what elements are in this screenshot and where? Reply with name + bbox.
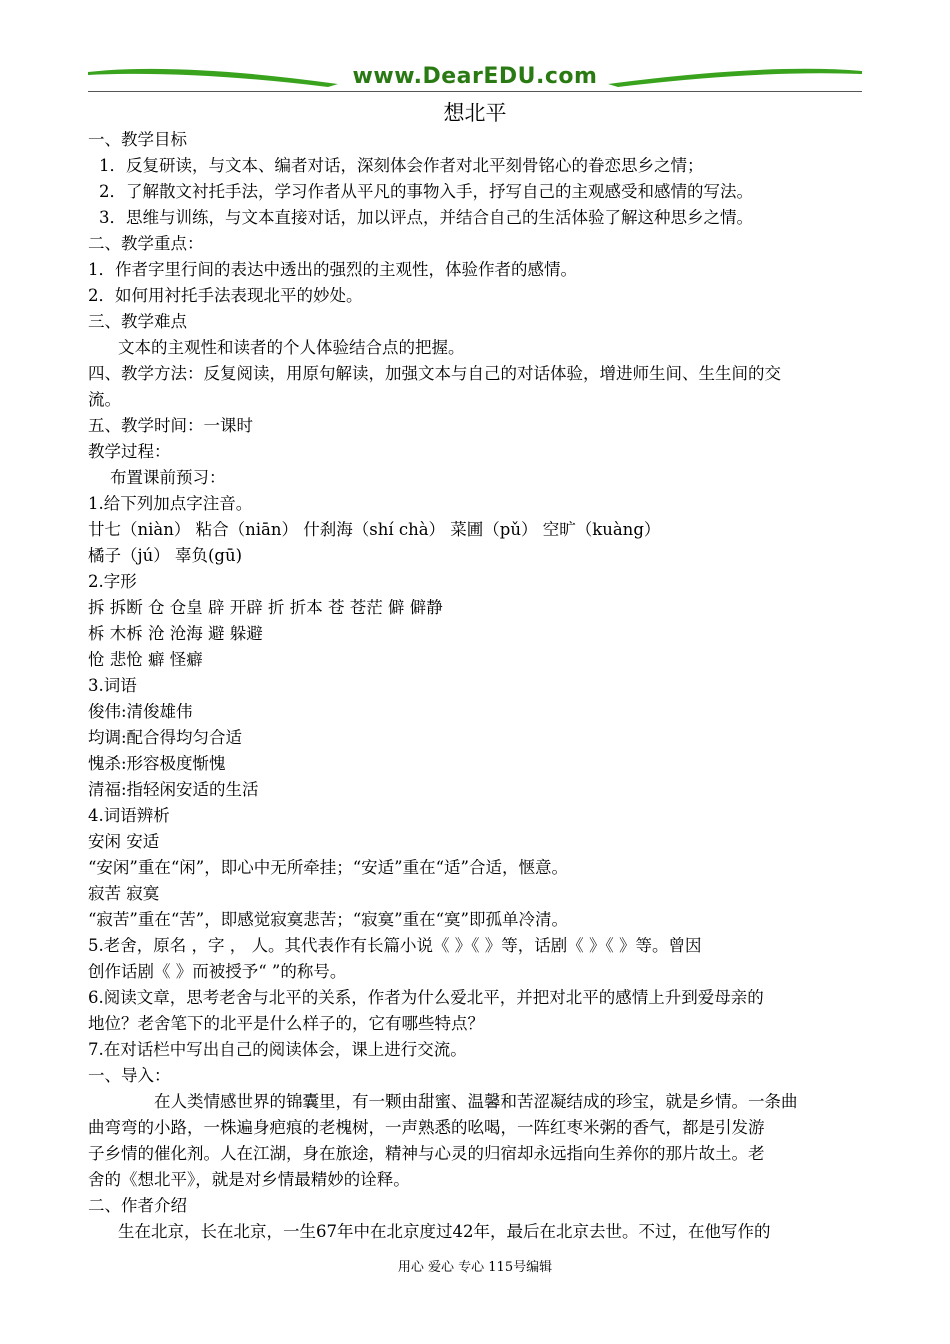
paragraph-line: 1．反复研读，与文本、编者对话，深刻体会作者对北平刻骨铭心的眷恋思乡之情； bbox=[99, 156, 704, 175]
paragraph-line: 柝 木柝 沧 沧海 避 躲避 bbox=[88, 624, 263, 643]
paragraph-line: 6.阅读文章，思考老舍与北平的关系，作者为什么爱北平，并把对北平的感情上升到爱母亲的 bbox=[88, 988, 764, 1007]
paragraph-line: 橘子（jú） 辜负(gū) bbox=[88, 546, 243, 565]
paragraph-line: 清福:指轻闲安适的生活 bbox=[88, 780, 259, 799]
paragraph-line: 3.词语 bbox=[88, 676, 137, 695]
document-title: 想北平 bbox=[443, 101, 507, 125]
paragraph-line: 四、教学方法：反复阅读，用原句解读，加强文本与自己的对话体验，增进师生间、生生间的交 bbox=[88, 364, 781, 383]
paragraph-line: 生在北京，长在北京，一生67年中在北京度过42年，最后在北京去世。不过，在他写作的 bbox=[118, 1222, 771, 1241]
paragraph-line: 曲弯弯的小路，一株遍身疤痕的老槐树，一声熟悉的吆喝，一阵红枣米粥的香气，都是引发游 bbox=[88, 1118, 765, 1137]
page-footer: 用心 爱心 专心 115号编辑 bbox=[397, 1260, 553, 1275]
paragraph-line: 1.给下列加点字注音。 bbox=[88, 494, 253, 513]
paragraph-line: 7.在对话栏中写出自己的阅读体会，课上进行交流。 bbox=[88, 1040, 467, 1059]
section-heading: 一、教学目标 bbox=[88, 130, 187, 149]
paragraph-line: 廿七（niàn） 粘合（niān） 什刹海（shí chà） 菜圃（pǔ） 空旷（kuàng） bbox=[88, 520, 661, 539]
site-header bbox=[88, 58, 862, 94]
paragraph-line: 文本的主观性和读者的个人体验结合点的把握。 bbox=[118, 338, 465, 357]
section-heading: 二、教学重点： bbox=[88, 234, 204, 253]
paragraph-line: 地位？老舍笔下的北平是什么样子的，它有哪些特点？ bbox=[88, 1014, 484, 1033]
paragraph-line: 2.字形 bbox=[88, 572, 137, 591]
section-heading: 五、教学时间：一课时 bbox=[88, 416, 253, 435]
paragraph-line: 2．了解散文衬托手法，学习作者从平凡的事物入手，抒写自己的主观感受和感情的写法。 bbox=[99, 182, 753, 201]
site-logo-text: www.DearEDU.com bbox=[352, 64, 598, 89]
document-body bbox=[88, 127, 864, 1245]
section-heading: 教学过程： bbox=[88, 442, 171, 461]
paragraph-line: 怆 悲怆 癖 怪癖 bbox=[88, 650, 203, 669]
paragraph-line: 拆 拆断 仓 仓皇 辟 开辟 折 折本 苍 苍茫 僻 僻静 bbox=[88, 598, 443, 617]
paragraph-line: “寂苦”重在“苦”，即感觉寂寞悲苦；“寂寞”重在“寞”即孤单冷清。 bbox=[88, 910, 568, 929]
paragraph-line: “安闲”重在“闲”，即心中无所牵挂；“安适”重在“适”合适，惬意。 bbox=[88, 858, 568, 877]
paragraph-line: 寂苦 寂寞 bbox=[88, 884, 160, 903]
paragraph-line: 1．作者字里行间的表达中透出的强烈的主观性，体验作者的感情。 bbox=[88, 260, 577, 279]
paragraph-line: 舍的《想北平》，就是对乡情最精妙的诠释。 bbox=[88, 1170, 410, 1189]
section-heading: 一、导入： bbox=[88, 1066, 171, 1085]
paragraph-line: 2．如何用衬托手法表现北平的妙处。 bbox=[88, 286, 363, 305]
section-heading: 二、作者介绍 bbox=[88, 1196, 187, 1215]
paragraph-line: 均调:配合得均匀合适 bbox=[88, 728, 243, 747]
paragraph-line: 布置课前预习： bbox=[110, 468, 226, 487]
section-heading: 三、教学难点 bbox=[88, 312, 187, 331]
paragraph-line: 子乡情的催化剂。人在江湖，身在旅途，精神与心灵的归宿却永远指向生养你的那片故土。老 bbox=[88, 1144, 765, 1163]
paragraph-line: 在人类情感世界的锦囊里，有一颗由甜蜜、温馨和苦涩凝结成的珍宝，就是乡情。一条曲 bbox=[154, 1092, 798, 1111]
header-rule bbox=[88, 91, 862, 92]
paragraph-line: 安闲 安适 bbox=[88, 832, 160, 851]
paragraph-line: 流。 bbox=[88, 390, 121, 409]
paragraph-line: 4.词语辨析 bbox=[88, 806, 170, 825]
paragraph-line: 3．思维与训练，与文本直接对话，加以评点，并结合自己的生活体验了解这种思乡之情。 bbox=[99, 208, 753, 227]
paragraph-line: 愧杀:形容极度惭愧 bbox=[88, 754, 226, 773]
paragraph-line: 俊伟:清俊雄伟 bbox=[88, 702, 193, 721]
paragraph-line: 5.老舍，原名 ，字 ， 人。其代表作有长篇小说《 》《 》等，话剧《 》《 》等。曾因 bbox=[88, 936, 702, 955]
paragraph-line: 创作话剧《 》而被授予“ ”的称号。 bbox=[88, 962, 347, 981]
